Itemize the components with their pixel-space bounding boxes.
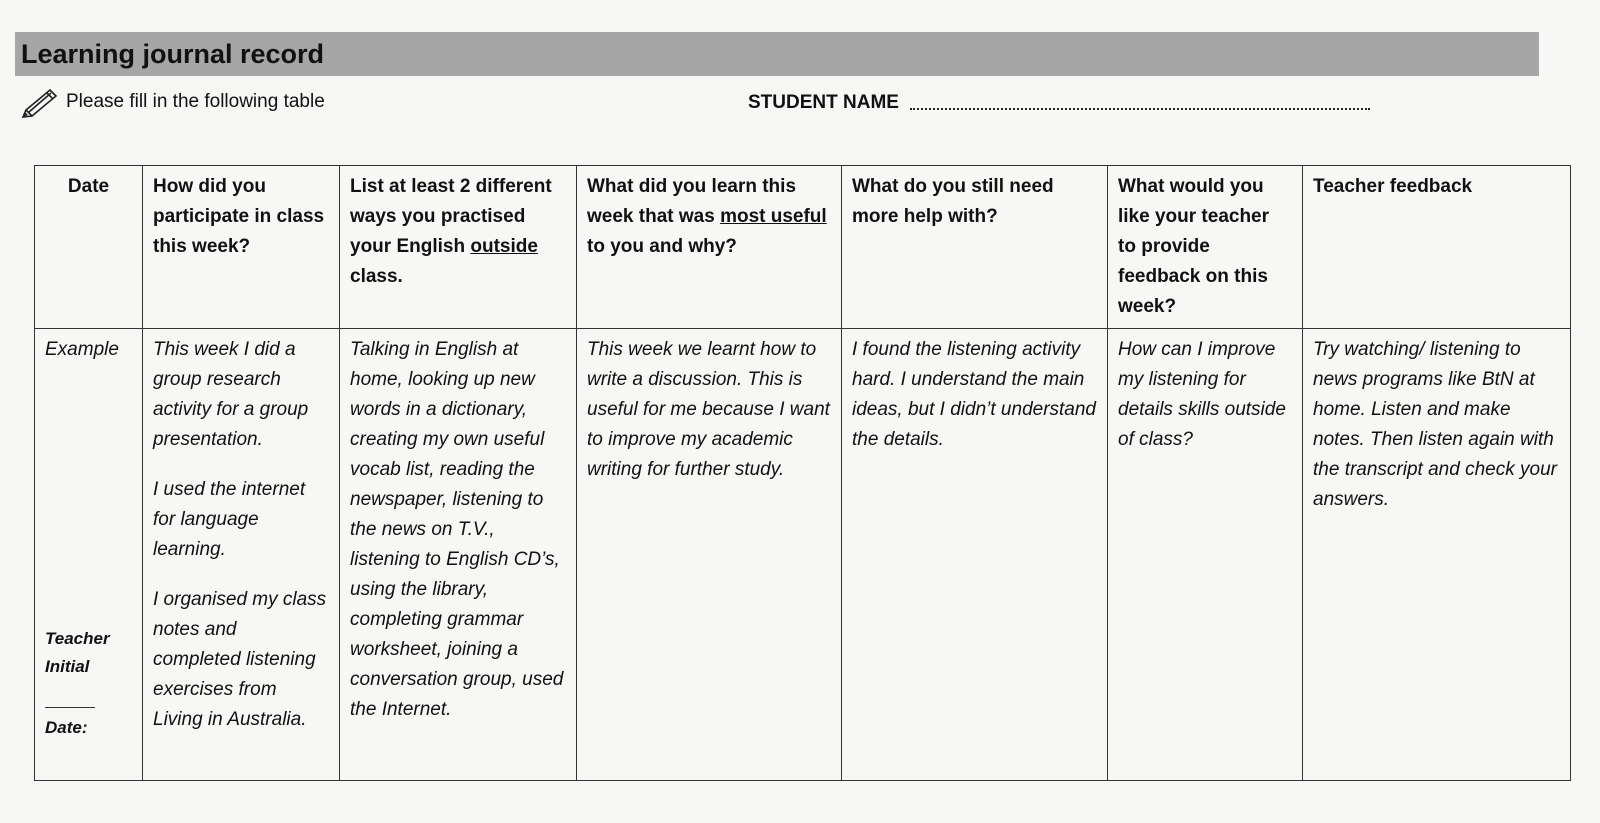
- header-practised: [340, 166, 577, 329]
- title-banner: [15, 32, 1539, 76]
- example-participate-cell: [143, 329, 340, 781]
- participate-paragraph-1: This week I did a group research activity for a group presentation.: [153, 339, 309, 450]
- instruction-line: [20, 86, 325, 118]
- participate-paragraph-2: I used the internet for language learning.: [153, 479, 306, 560]
- example-learnt-cell: This week we learnt how to write a discussion. This is useful for me because I want to improve my academic writing for further study.: [577, 329, 842, 781]
- header-practised-pre: List at least 2 different ways you practised your English: [350, 176, 552, 257]
- example-label: Example: [45, 339, 119, 360]
- example-feedback-request-cell: How can I improve my listening for details skills outside of class?: [1108, 329, 1303, 781]
- teacher-initial-label: Teacher Initial: [45, 629, 110, 676]
- student-name-label: STUDENT NAME: [748, 92, 899, 113]
- header-learnt: [577, 166, 842, 329]
- header-learnt-pre: What did you learn this week that was: [587, 176, 797, 227]
- header-help: What do you still need more help with?: [842, 166, 1108, 329]
- participate-paragraph-3: I organised my class notes and completed listening exercises from Living in Australia.: [153, 589, 327, 730]
- header-practised-underlined: outside: [470, 236, 538, 257]
- teacher-date-label: Date:: [45, 718, 88, 737]
- teacher-initial-block: [45, 625, 115, 742]
- example-practised-cell: Talking in English at home, looking up new words in a dictionary, creating my own useful vocab list, reading the newspaper, listening to the news on T.V., listening to English CD’s, using the library, completing grammar worksheet, joining a conversation group, used the Internet.: [340, 329, 577, 781]
- header-date: Date: [35, 166, 143, 329]
- student-name-field[interactable]: [748, 92, 1370, 114]
- example-teacher-feedback-cell: Try watching/ listening to news programs like BtN at home. Listen and make notes. Then listen again with the transcript and check your answers.: [1303, 329, 1571, 781]
- header-practised-post: class.: [350, 266, 403, 287]
- student-name-blank[interactable]: [910, 108, 1370, 110]
- instruction-text: Please fill in the following table: [66, 91, 325, 112]
- example-date-cell: [35, 329, 143, 781]
- page-title: Learning journal record: [21, 38, 325, 69]
- header-participate: How did you participate in class this week?: [143, 166, 340, 329]
- header-feedback-request: What would you like your teacher to provide feedback on this week?: [1108, 166, 1303, 329]
- header-learnt-post: to you and why?: [587, 236, 737, 257]
- learning-journal-table: [34, 165, 1571, 781]
- pencil-icon: [20, 86, 60, 118]
- header-teacher-feedback: Teacher feedback: [1303, 166, 1571, 329]
- table-header-row: [35, 166, 1571, 329]
- example-help-cell: I found the listening activity hard. I understand the main ideas, but I didn’t understand the details.: [842, 329, 1108, 781]
- header-learnt-underlined: most useful: [720, 206, 827, 227]
- table-row: [35, 329, 1571, 781]
- teacher-initial-blank[interactable]: [45, 681, 95, 708]
